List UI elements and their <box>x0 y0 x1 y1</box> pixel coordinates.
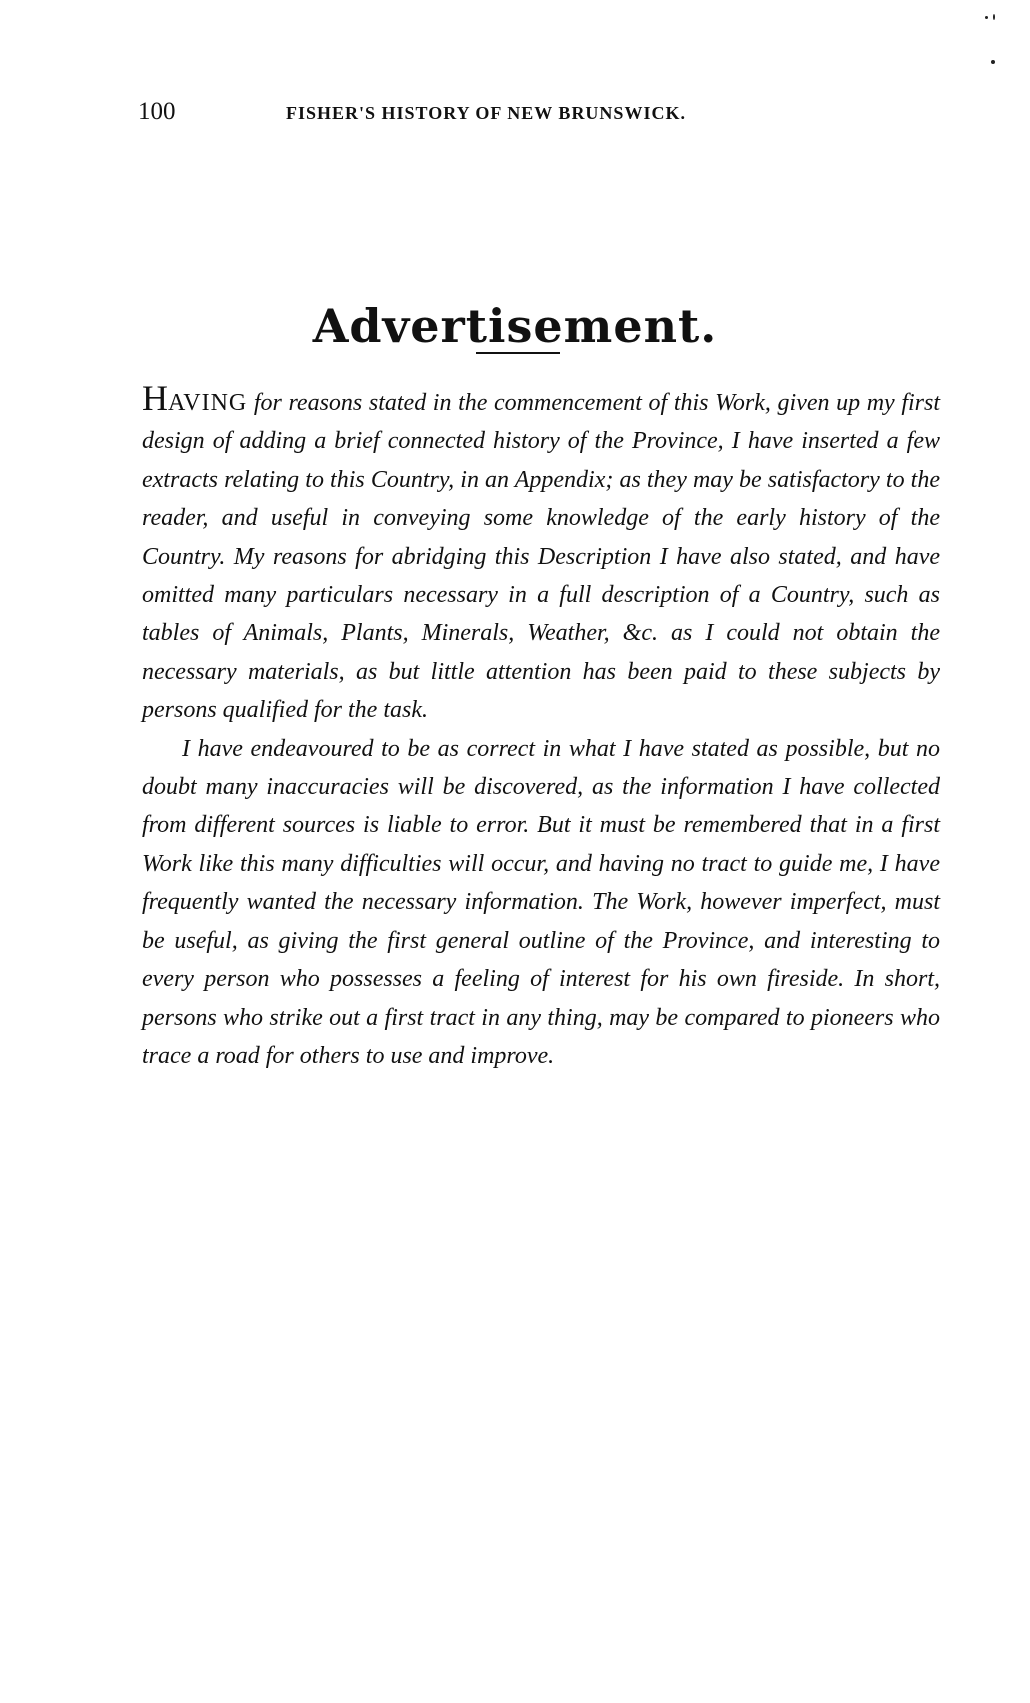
title-rule <box>476 352 560 354</box>
lead-caps: AVING <box>168 390 248 416</box>
scan-speck <box>991 60 995 64</box>
scan-specks <box>985 14 1005 74</box>
paragraph-2-text: I have endeavoured to be as correct in what I have stated as possible, but no doubt many inaccuracies will be discovered, as the information I have collected from different sources is liable to error. But it must be remembered that in a first Work like this many difficulties will occur, and having no tract to guide me, I have frequently wanted the necessary information. The Work, however imperfect, must be useful, as giving the first general outline of the Province, and interesting to every person who possesses a feeling of interest for his own fireside. In short, persons who strike out a first tract in any thing, may be compared to pioneers who trace a road for others to use and improve. <box>142 735 940 1069</box>
paragraph-1-text: for reasons stated in the commencement of this Work, given up my first design of adding a brief connected history of the Province, I have inserted a few extracts relating to this Country, in an Appendix; as they may be satisfactory to the reader, and useful in conveying some knowledge of the early history of the Country. My reasons for abridging this Description I have also stated, and have omitted many particulars necessary in a full description of a Country, such as tables of Animals, Plants, Minerals, Weather, &c. as I could not obtain the necessary materials, as but little attention has been paid to these subjects by persons qualified for the task. <box>142 390 940 724</box>
running-head: FISHER'S HISTORY OF NEW BRUNSWICK. <box>286 103 686 123</box>
paragraph-2 <box>142 730 940 1076</box>
page-header <box>138 98 938 138</box>
body-text <box>142 380 940 1075</box>
page-title: Advertisement. <box>312 298 718 353</box>
page-number: 100 <box>138 98 176 125</box>
scan-speck <box>985 16 988 19</box>
drop-cap: H <box>142 378 168 418</box>
paragraph-1 <box>142 380 940 730</box>
scan-speck <box>993 14 995 20</box>
